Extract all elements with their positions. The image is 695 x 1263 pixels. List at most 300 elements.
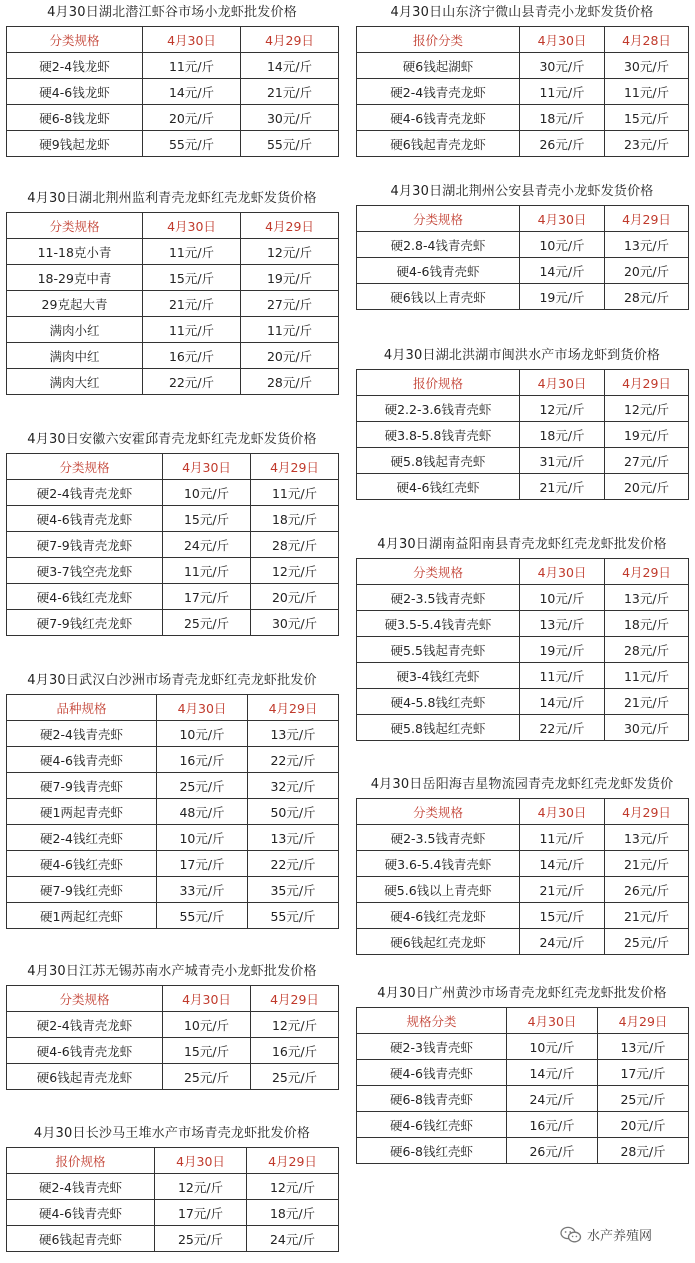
price-cell: 25元/斤: [163, 1064, 251, 1090]
price-table-block: [6, 190, 338, 395]
price-cell: 12元/斤: [251, 558, 339, 584]
table-row: [7, 721, 339, 747]
table-row: [7, 369, 339, 395]
header-cell: 4月30日: [163, 986, 251, 1012]
spec-cell: 硬6-8钱青壳虾: [357, 1086, 507, 1112]
price-cell: 12元/斤: [247, 1174, 339, 1200]
table-row: [357, 1060, 689, 1086]
table-header-row: [357, 1008, 689, 1034]
table-row: [7, 584, 339, 610]
table-title: 4月30日湖北洪湖市闽洪水产市场龙虾到货价格: [383, 348, 661, 363]
price-cell: 20元/斤: [605, 474, 689, 500]
table-row: [357, 53, 689, 79]
price-cell: 13元/斤: [520, 611, 605, 637]
price-cell: 10元/斤: [163, 1012, 251, 1038]
header-cell: 4月30日: [520, 206, 605, 232]
table-header-row: [7, 1148, 339, 1174]
price-cell: 21元/斤: [605, 851, 689, 877]
table-row: [7, 1226, 339, 1252]
price-cell: 16元/斤: [507, 1112, 598, 1138]
spec-cell: 硬2-3钱青壳虾: [357, 1034, 507, 1060]
table-row: [357, 689, 689, 715]
header-cell: 4月30日: [157, 695, 248, 721]
spec-cell: 硬6钱起红壳龙虾: [357, 929, 520, 955]
table-row: [7, 1174, 339, 1200]
spec-cell: 硬4-6钱红壳龙虾: [357, 903, 520, 929]
price-cell: 30元/斤: [251, 610, 339, 636]
price-cell: 12元/斤: [241, 239, 339, 265]
price-cell: 23元/斤: [605, 131, 689, 157]
price-cell: 11元/斤: [163, 558, 251, 584]
spec-cell: 硬2-4钱青壳虾: [7, 721, 157, 747]
spec-cell: 硬7-9钱红壳龙虾: [7, 610, 163, 636]
header-cell: 分类规格: [7, 27, 143, 53]
table-title: 4月30日广州黄沙市场青壳龙虾红壳龙虾批发价格: [377, 986, 667, 1001]
table-header-row: [357, 27, 689, 53]
table-title: 4月30日湖北潜江虾谷市场小龙虾批发价格: [47, 5, 297, 20]
spec-cell: 硬1两起青壳虾: [7, 799, 157, 825]
price-cell: 55元/斤: [248, 903, 339, 929]
price-cell: 14元/斤: [520, 258, 605, 284]
price-cell: 28元/斤: [598, 1138, 689, 1164]
price-cell: 18元/斤: [251, 506, 339, 532]
spec-cell: 硬2-3.5钱青壳虾: [357, 585, 520, 611]
price-table: [6, 985, 339, 1090]
header-cell: 4月28日: [605, 27, 689, 53]
spec-cell: 硬6钱起湖虾: [357, 53, 520, 79]
price-cell: 13元/斤: [598, 1034, 689, 1060]
price-cell: 26元/斤: [605, 877, 689, 903]
table-header-row: [7, 213, 339, 239]
price-cell: 28元/斤: [605, 284, 689, 310]
price-cell: 11元/斤: [143, 53, 241, 79]
table-row: [357, 258, 689, 284]
price-cell: 12元/斤: [251, 1012, 339, 1038]
watermark-text: 水产养殖网: [587, 1229, 653, 1244]
spec-cell: 硬2-3.5钱青壳虾: [357, 825, 520, 851]
price-cell: 20元/斤: [241, 343, 339, 369]
price-cell: 15元/斤: [163, 506, 251, 532]
spec-cell: 硬4-6钱红壳虾: [357, 474, 520, 500]
price-cell: 55元/斤: [157, 903, 248, 929]
price-cell: 30元/斤: [605, 53, 689, 79]
header-cell: 分类规格: [357, 206, 520, 232]
header-cell: 报价分类: [357, 27, 520, 53]
price-cell: 14元/斤: [520, 851, 605, 877]
table-row: [7, 105, 339, 131]
price-cell: 13元/斤: [248, 825, 339, 851]
price-cell: 28元/斤: [251, 532, 339, 558]
spec-cell: 硬4-6钱青壳虾: [357, 1060, 507, 1086]
spec-cell: 硬3.6-5.4钱青壳虾: [357, 851, 520, 877]
table-header-row: [7, 986, 339, 1012]
table-row: [7, 53, 339, 79]
spec-cell: 硬7-9钱青壳龙虾: [7, 532, 163, 558]
spec-cell: 硬4-6钱青壳虾: [7, 747, 157, 773]
table-row: [357, 131, 689, 157]
price-table: [356, 26, 689, 157]
spec-cell: 硬5.5钱起青壳虾: [357, 637, 520, 663]
price-cell: 35元/斤: [248, 877, 339, 903]
table-row: [357, 715, 689, 741]
price-cell: 25元/斤: [605, 929, 689, 955]
price-cell: 21元/斤: [520, 877, 605, 903]
table-row: [7, 79, 339, 105]
price-cell: 15元/斤: [520, 903, 605, 929]
table-row: [357, 851, 689, 877]
price-cell: 24元/斤: [520, 929, 605, 955]
price-cell: 13元/斤: [605, 232, 689, 258]
table-row: [357, 1138, 689, 1164]
price-cell: 21元/斤: [241, 79, 339, 105]
spec-cell: 29克起大青: [7, 291, 143, 317]
price-cell: 11元/斤: [605, 663, 689, 689]
table-row: [357, 1112, 689, 1138]
price-table-block: [6, 431, 338, 636]
price-cell: 30元/斤: [520, 53, 605, 79]
price-table-block: [356, 985, 688, 1164]
spec-cell: 硬6钱以上青壳虾: [357, 284, 520, 310]
price-cell: 11元/斤: [520, 825, 605, 851]
table-row: [7, 1038, 339, 1064]
table-row: [357, 474, 689, 500]
price-cell: 17元/斤: [163, 584, 251, 610]
table-header-row: [357, 370, 689, 396]
price-cell: 20元/斤: [598, 1112, 689, 1138]
table-row: [357, 79, 689, 105]
price-cell: 19元/斤: [241, 265, 339, 291]
table-title: 4月30日长沙马王堆水产市场青壳龙虾批发价格: [33, 1126, 311, 1141]
header-cell: 品种规格: [7, 695, 157, 721]
table-row: [7, 1064, 339, 1090]
header-cell: 分类规格: [7, 454, 163, 480]
table-row: [357, 284, 689, 310]
price-cell: 19元/斤: [605, 422, 689, 448]
price-cell: 25元/斤: [157, 773, 248, 799]
price-cell: 55元/斤: [241, 131, 339, 157]
price-cell: 17元/斤: [155, 1200, 247, 1226]
price-table: [356, 558, 689, 741]
price-cell: 11元/斤: [251, 480, 339, 506]
table-row: [357, 232, 689, 258]
price-cell: 18元/斤: [520, 105, 605, 131]
spec-cell: 硬9钱起龙虾: [7, 131, 143, 157]
price-cell: 15元/斤: [605, 105, 689, 131]
table-title: 4月30日安徽六安霍邱青壳龙虾红壳龙虾发货价格: [27, 432, 317, 447]
price-cell: 32元/斤: [248, 773, 339, 799]
price-cell: 12元/斤: [520, 396, 605, 422]
price-cell: 11元/斤: [241, 317, 339, 343]
price-cell: 20元/斤: [605, 258, 689, 284]
table-title: 4月30日武汉白沙洲市场青壳龙虾红壳龙虾批发价: [27, 673, 317, 688]
price-cell: 11元/斤: [143, 239, 241, 265]
spec-cell: 硬6钱起青壳龙虾: [357, 131, 520, 157]
table-title: 4月30日湖北荆州公安县青壳小龙虾发货价格: [390, 184, 654, 199]
price-cell: 22元/斤: [520, 715, 605, 741]
spec-cell: 硬2-4钱龙虾: [7, 53, 143, 79]
price-cell: 13元/斤: [605, 585, 689, 611]
price-table-block: [356, 4, 688, 157]
spec-cell: 硬4-5.8钱红壳虾: [357, 689, 520, 715]
price-cell: 19元/斤: [520, 637, 605, 663]
price-table: [6, 694, 339, 929]
price-cell: 27元/斤: [241, 291, 339, 317]
table-row: [357, 1034, 689, 1060]
table-row: [7, 558, 339, 584]
spec-cell: 硬4-6钱龙虾: [7, 79, 143, 105]
price-table: [356, 205, 689, 310]
header-cell: 4月29日: [598, 1008, 689, 1034]
spec-cell: 硬4-6钱青壳虾: [7, 1200, 155, 1226]
spec-cell: 硬6钱起青壳虾: [7, 1226, 155, 1252]
price-cell: 11元/斤: [143, 317, 241, 343]
spec-cell: 硬2.8-4钱青壳虾: [357, 232, 520, 258]
table-row: [7, 506, 339, 532]
price-cell: 14元/斤: [143, 79, 241, 105]
price-cell: 13元/斤: [248, 721, 339, 747]
table-row: [357, 585, 689, 611]
table-header-row: [357, 206, 689, 232]
table-title: 4月30日湖南益阳南县青壳龙虾红壳龙虾批发价格: [377, 537, 667, 552]
price-cell: 24元/斤: [507, 1086, 598, 1112]
price-cell: 21元/斤: [605, 689, 689, 715]
price-cell: 27元/斤: [605, 448, 689, 474]
table-row: [7, 480, 339, 506]
price-table-block: [356, 776, 688, 955]
spec-cell: 硬2.2-3.6钱青壳虾: [357, 396, 520, 422]
table-row: [7, 773, 339, 799]
table-row: [357, 637, 689, 663]
price-cell: 26元/斤: [507, 1138, 598, 1164]
table-row: [7, 610, 339, 636]
price-cell: 25元/斤: [155, 1226, 247, 1252]
spec-cell: 硬4-6钱红壳龙虾: [7, 584, 163, 610]
table-row: [7, 291, 339, 317]
table-header-row: [7, 695, 339, 721]
table-row: [7, 265, 339, 291]
table-row: [357, 929, 689, 955]
spec-cell: 硬2-4钱青壳龙虾: [7, 1012, 163, 1038]
spec-cell: 硬2-4钱红壳虾: [7, 825, 157, 851]
table-row: [357, 663, 689, 689]
watermark: [560, 1225, 652, 1244]
price-table-block: [6, 4, 338, 157]
price-cell: 10元/斤: [157, 721, 248, 747]
table-row: [7, 877, 339, 903]
spec-cell: 硬3-4钱红壳虾: [357, 663, 520, 689]
price-cell: 30元/斤: [605, 715, 689, 741]
spec-cell: 硬7-9钱红壳虾: [7, 877, 157, 903]
table-row: [357, 422, 689, 448]
spec-cell: 硬2-4钱青壳龙虾: [357, 79, 520, 105]
table-row: [7, 747, 339, 773]
spec-cell: 硬6-8钱龙虾: [7, 105, 143, 131]
price-cell: 31元/斤: [520, 448, 605, 474]
price-cell: 11元/斤: [605, 79, 689, 105]
table-row: [357, 903, 689, 929]
price-cell: 11元/斤: [520, 79, 605, 105]
price-table: [356, 369, 689, 500]
price-cell: 14元/斤: [507, 1060, 598, 1086]
price-cell: 13元/斤: [605, 825, 689, 851]
spec-cell: 硬5.8钱起青壳虾: [357, 448, 520, 474]
header-cell: 4月30日: [143, 27, 241, 53]
table-header-row: [7, 454, 339, 480]
price-cell: 22元/斤: [248, 747, 339, 773]
price-cell: 55元/斤: [143, 131, 241, 157]
header-cell: 4月29日: [247, 1148, 339, 1174]
table-header-row: [7, 27, 339, 53]
header-cell: 分类规格: [7, 213, 143, 239]
spec-cell: 硬4-6钱红壳虾: [7, 851, 157, 877]
header-cell: 规格分类: [357, 1008, 507, 1034]
price-cell: 17元/斤: [157, 851, 248, 877]
price-cell: 16元/斤: [251, 1038, 339, 1064]
header-cell: 4月29日: [251, 454, 339, 480]
price-cell: 25元/斤: [163, 610, 251, 636]
table-row: [357, 105, 689, 131]
header-cell: 4月29日: [248, 695, 339, 721]
table-row: [7, 825, 339, 851]
price-cell: 33元/斤: [157, 877, 248, 903]
price-table-block: [356, 183, 688, 310]
spec-cell: 硬4-6钱红壳虾: [357, 1112, 507, 1138]
header-cell: 4月30日: [520, 799, 605, 825]
price-cell: 18元/斤: [247, 1200, 339, 1226]
spec-cell: 18-29克中青: [7, 265, 143, 291]
spec-cell: 硬4-6钱青壳虾: [357, 258, 520, 284]
header-cell: 4月29日: [605, 559, 689, 585]
table-row: [357, 396, 689, 422]
price-cell: 48元/斤: [157, 799, 248, 825]
spec-cell: 硬6-8钱红壳虾: [357, 1138, 507, 1164]
price-cell: 24元/斤: [247, 1226, 339, 1252]
header-cell: 4月29日: [241, 213, 339, 239]
price-cell: 50元/斤: [248, 799, 339, 825]
header-cell: 4月30日: [155, 1148, 247, 1174]
header-cell: 4月30日: [520, 370, 605, 396]
price-cell: 16元/斤: [143, 343, 241, 369]
table-row: [357, 1086, 689, 1112]
price-cell: 15元/斤: [163, 1038, 251, 1064]
table-row: [7, 903, 339, 929]
price-cell: 15元/斤: [143, 265, 241, 291]
header-cell: 分类规格: [357, 559, 520, 585]
table-title: 4月30日岳阳海吉星物流园青壳龙虾红壳龙虾发货价: [370, 777, 674, 792]
spec-cell: 满肉小红: [7, 317, 143, 343]
price-cell: 25元/斤: [251, 1064, 339, 1090]
price-cell: 19元/斤: [520, 284, 605, 310]
header-cell: 报价规格: [357, 370, 520, 396]
price-table: [6, 212, 339, 395]
price-table-block: [6, 1125, 338, 1252]
price-cell: 22元/斤: [248, 851, 339, 877]
table-row: [7, 317, 339, 343]
price-cell: 18元/斤: [605, 611, 689, 637]
price-cell: 22元/斤: [143, 369, 241, 395]
spec-cell: 硬2-4钱青壳虾: [7, 1174, 155, 1200]
spec-cell: 硬2-4钱青壳龙虾: [7, 480, 163, 506]
price-cell: 30元/斤: [241, 105, 339, 131]
price-cell: 12元/斤: [155, 1174, 247, 1200]
price-table-block: [356, 347, 688, 500]
spec-cell: 硬3-7钱空壳龙虾: [7, 558, 163, 584]
table-header-row: [357, 559, 689, 585]
price-table: [6, 26, 339, 157]
header-cell: 4月30日: [507, 1008, 598, 1034]
header-cell: 分类规格: [357, 799, 520, 825]
table-row: [7, 1200, 339, 1226]
header-cell: 4月29日: [605, 206, 689, 232]
price-cell: 28元/斤: [241, 369, 339, 395]
price-cell: 10元/斤: [520, 585, 605, 611]
spec-cell: 11-18克小青: [7, 239, 143, 265]
spec-cell: 硬6钱起青壳龙虾: [7, 1064, 163, 1090]
header-cell: 4月30日: [163, 454, 251, 480]
spec-cell: 硬1两起红壳虾: [7, 903, 157, 929]
table-title: 4月30日江苏无锡苏南水产城青壳小龙虾批发价格: [27, 964, 317, 979]
price-cell: 21元/斤: [143, 291, 241, 317]
spec-cell: 硬4-6钱青壳龙虾: [357, 105, 520, 131]
price-table: [6, 453, 339, 636]
price-table-block: [6, 672, 338, 929]
header-cell: 4月29日: [605, 799, 689, 825]
spec-cell: 硬4-6钱青壳龙虾: [7, 506, 163, 532]
price-cell: 14元/斤: [241, 53, 339, 79]
wechat-icon: [560, 1226, 582, 1244]
header-cell: 4月29日: [605, 370, 689, 396]
spec-cell: 硬3.5-5.4钱青壳虾: [357, 611, 520, 637]
price-cell: 21元/斤: [605, 903, 689, 929]
price-cell: 24元/斤: [163, 532, 251, 558]
price-table-block: [356, 536, 688, 741]
table-row: [7, 1012, 339, 1038]
table-row: [7, 851, 339, 877]
price-cell: 20元/斤: [143, 105, 241, 131]
price-cell: 26元/斤: [520, 131, 605, 157]
spec-cell: 硬4-6钱青壳龙虾: [7, 1038, 163, 1064]
price-cell: 28元/斤: [605, 637, 689, 663]
price-table: [356, 1007, 689, 1164]
header-cell: 4月30日: [520, 27, 605, 53]
header-cell: 分类规格: [7, 986, 163, 1012]
spec-cell: 满肉大红: [7, 369, 143, 395]
table-row: [357, 877, 689, 903]
table-row: [7, 532, 339, 558]
price-cell: 12元/斤: [605, 396, 689, 422]
spec-cell: 满肉中红: [7, 343, 143, 369]
price-table: [6, 1147, 339, 1252]
table-title: 4月30日湖北荆州监利青壳龙虾红壳龙虾发货价格: [27, 191, 317, 206]
table-header-row: [357, 799, 689, 825]
price-table-block: [6, 963, 338, 1090]
table-row: [7, 799, 339, 825]
table-row: [7, 131, 339, 157]
header-cell: 4月29日: [251, 986, 339, 1012]
table-row: [357, 825, 689, 851]
price-cell: 17元/斤: [598, 1060, 689, 1086]
price-cell: 11元/斤: [520, 663, 605, 689]
price-cell: 10元/斤: [507, 1034, 598, 1060]
price-cell: 16元/斤: [157, 747, 248, 773]
spec-cell: 硬7-9钱青壳虾: [7, 773, 157, 799]
price-cell: 25元/斤: [598, 1086, 689, 1112]
price-cell: 10元/斤: [157, 825, 248, 851]
price-cell: 21元/斤: [520, 474, 605, 500]
table-title: 4月30日山东济宁微山县青壳小龙虾发货价格: [390, 5, 654, 20]
header-cell: 4月29日: [241, 27, 339, 53]
price-cell: 20元/斤: [251, 584, 339, 610]
